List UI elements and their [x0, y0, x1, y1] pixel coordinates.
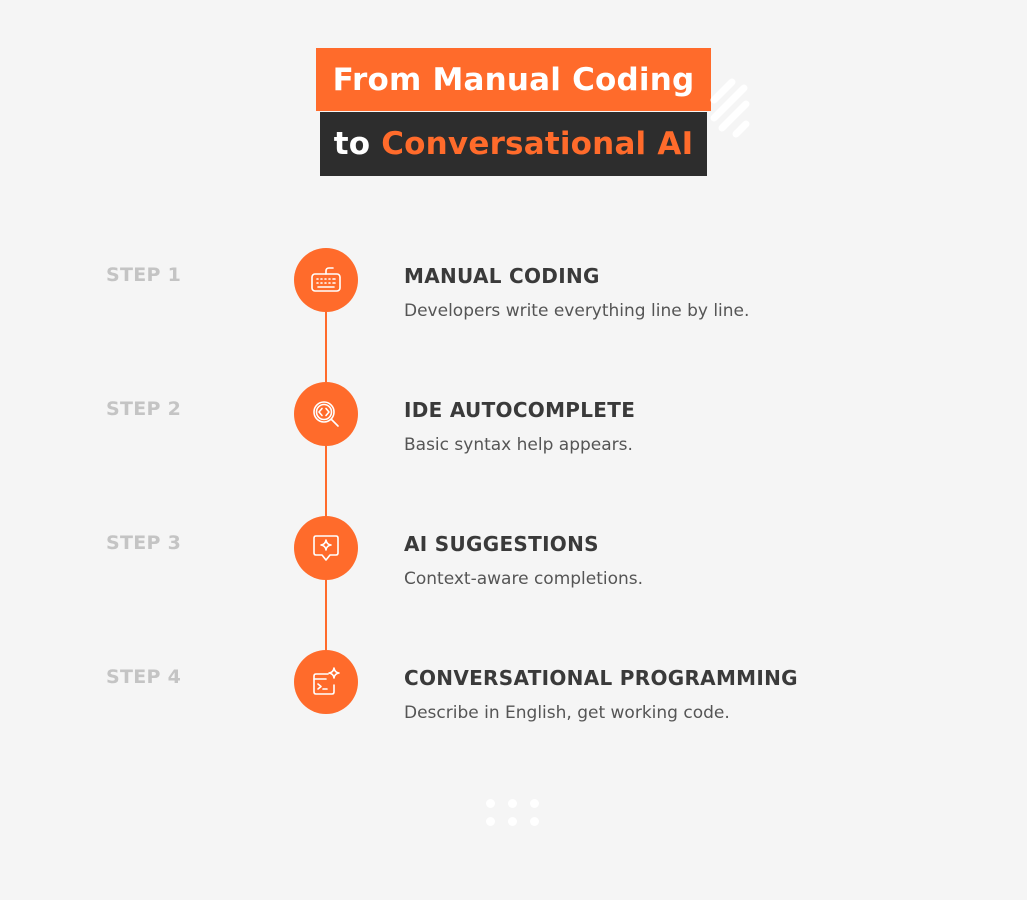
- terminal-sparkle-icon: [309, 665, 343, 699]
- dot: [508, 817, 517, 826]
- dot: [486, 817, 495, 826]
- step-icon-circle: [294, 516, 358, 580]
- timeline-step-3: [0, 516, 1027, 589]
- dot: [508, 799, 517, 808]
- step-title: IDE AUTOCOMPLETE: [404, 398, 636, 422]
- step-label: STEP 2: [106, 398, 182, 420]
- step-label: STEP 3: [106, 532, 182, 554]
- step-label: STEP 1: [106, 264, 182, 286]
- timeline-step-4: [0, 650, 1027, 723]
- keyboard-icon: [309, 263, 343, 297]
- title-line-1: [316, 48, 711, 111]
- timeline-step-1: [0, 248, 1027, 321]
- step-description: Developers write everything line by line.: [404, 301, 750, 321]
- title-line-2-prefix: to: [333, 126, 371, 162]
- step-title: MANUAL CODING: [404, 264, 600, 288]
- dot: [530, 817, 539, 826]
- step-description: Context-aware completions.: [404, 569, 644, 589]
- decorative-dots: [486, 799, 542, 829]
- step-description: Basic syntax help appears.: [404, 435, 633, 455]
- step-label: STEP 4: [106, 666, 182, 688]
- step-icon-circle: [294, 248, 358, 312]
- code-search-icon: [309, 397, 343, 431]
- sparkle-chat-icon: [309, 531, 343, 565]
- decorative-stripes: [706, 78, 752, 144]
- title-line-2-accent: Conversational AI: [381, 126, 694, 162]
- timeline-line: [325, 300, 327, 680]
- step-description: Describe in English, get working code.: [404, 703, 730, 723]
- step-icon-circle: [294, 382, 358, 446]
- timeline-step-2: [0, 382, 1027, 455]
- title-line-1-text: From Manual Coding: [332, 61, 695, 98]
- step-title: CONVERSATIONAL PROGRAMMING: [404, 666, 798, 690]
- step-title: AI SUGGESTIONS: [404, 532, 599, 556]
- dot: [486, 799, 495, 808]
- dot: [530, 799, 539, 808]
- title-line-2: [320, 112, 707, 176]
- step-icon-circle: [294, 650, 358, 714]
